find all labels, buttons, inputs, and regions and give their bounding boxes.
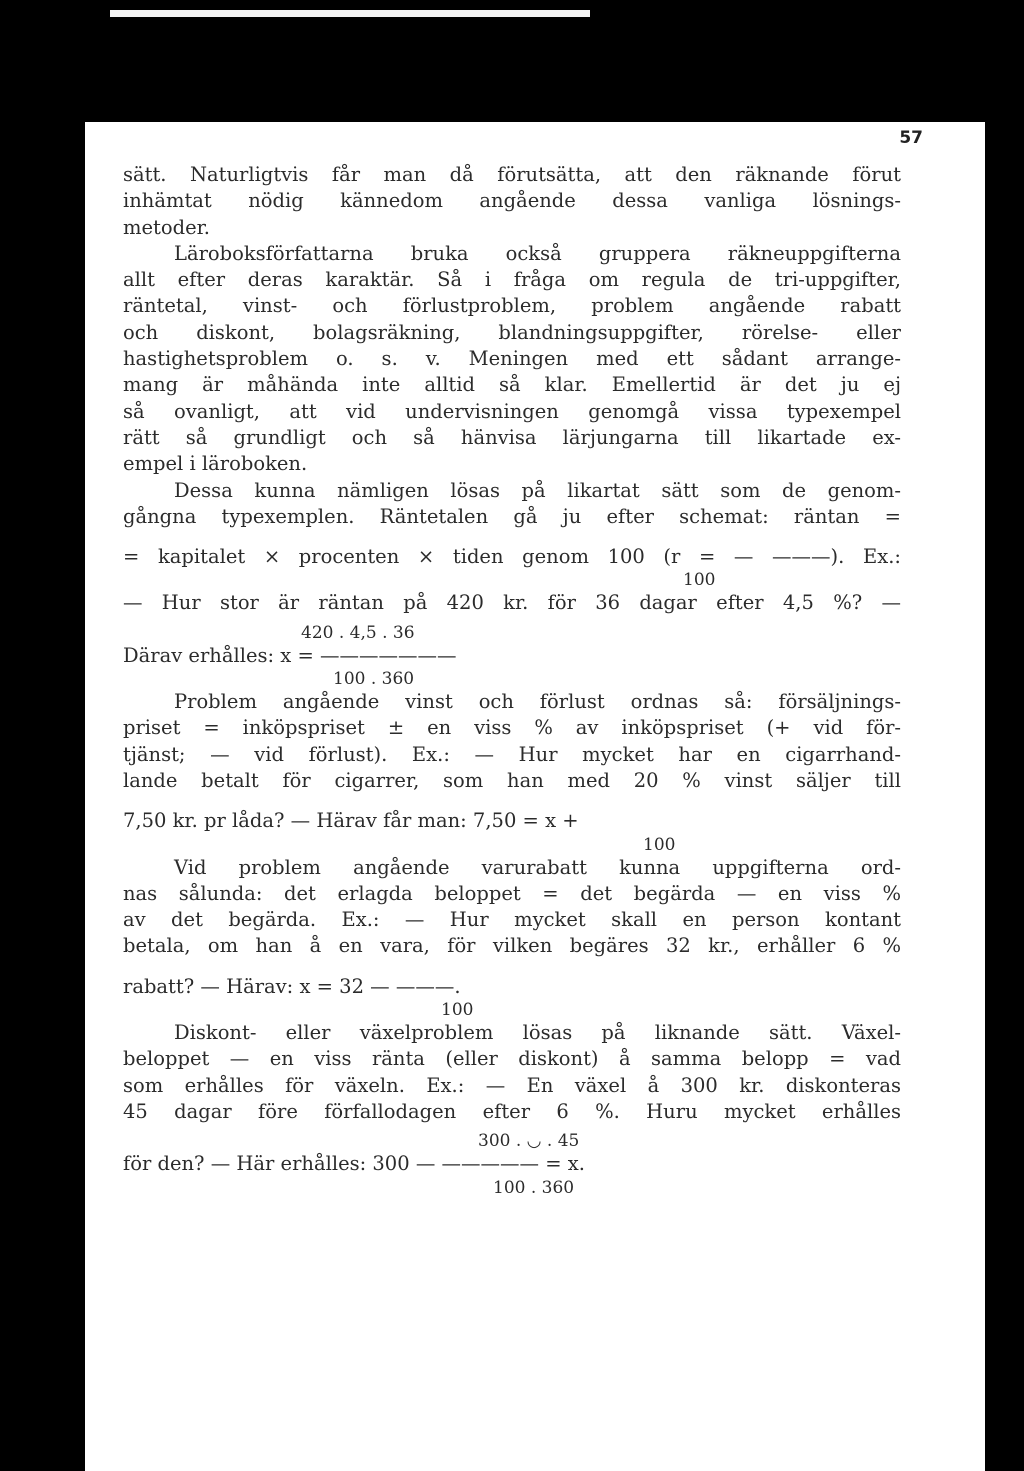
denominator: 100 — [683, 570, 716, 591]
text-line: räntetal, vinst- och förlustproblem, problem angående rabatt — [123, 294, 901, 318]
text-line: Läroboksförfattarna bruka också gruppera räkneuppgifterna — [174, 241, 901, 265]
text-line: priset = inköpspriset ± en viss % av inköpspriset (+ vid för- — [123, 716, 901, 740]
text-line: och diskont, bolagsräkning, blandningsuppgifter, rörelse- eller — [123, 320, 901, 344]
formula-line: = kapitalet × procenten × tiden genom 100 (r = — ———). Ex.: — [123, 545, 901, 569]
text-line: Dessa kunna nämligen lösas på likartat sätt som de genom- — [174, 478, 901, 502]
text-line: allt efter deras karaktär. Så i fråga om regula de tri-uppgifter, — [123, 268, 901, 292]
formula-line: Därav erhålles: x = ——————— — [123, 643, 457, 667]
numerator: 420 . 4,5 . 36 — [301, 622, 415, 643]
text-line: metoder. — [123, 215, 211, 239]
body-text — [123, 162, 901, 1198]
text-line: av det begärda. Ex.: — Hur mycket skall en person kontant — [123, 908, 901, 932]
text-line: — Hur stor är räntan på 420 kr. för 36 dagar efter 4,5 %? — — [123, 591, 901, 615]
text-line: hastighetsproblem o. s. v. Meningen med ett sådant arrange- — [123, 347, 901, 371]
text-line: rätt så grundligt och så hänvisa lärjungarna till likartade ex- — [123, 425, 901, 449]
text-line: betala, om han å en vara, för vilken begäres 32 kr., erhåller 6 % — [123, 934, 901, 958]
text-line: inhämtat nödig kännedom angående dessa vanliga lösnings- — [123, 189, 901, 213]
formula-line: 7,50 kr. pr låda? — Härav får man: 7,50 = x + — [123, 809, 579, 833]
text-line: Diskont- eller växelproblem lösas på liknande sätt. Växel- — [174, 1021, 901, 1045]
book-page — [85, 122, 985, 1471]
text-line: empel i läroboken. — [123, 452, 308, 476]
formula-line: för den? — Här erhålles: 300 — ————— = x. — [123, 1152, 585, 1176]
page-number: 57 — [899, 128, 923, 148]
text-line: gångna typexemplen. Räntetalen gå ju efter schemat: räntan = — [123, 504, 901, 528]
numerator: 300 . ◡ . 45 — [478, 1131, 580, 1152]
text-line: mang är måhända inte alltid så klar. Emellertid är det ju ej — [123, 373, 901, 397]
text-line: beloppet — en viss ränta (eller diskont) å samma belopp = vad — [123, 1047, 901, 1071]
formula-line: rabatt? — Härav: x = 32 — ———. — [123, 974, 461, 998]
text-line: som erhålles för växeln. Ex.: — En växel å 300 kr. diskonteras — [123, 1073, 901, 1097]
denominator: 100 . 360 — [333, 669, 415, 690]
text-line: sätt. Naturligtvis får man då förutsätta, att den räknande förut — [123, 163, 901, 186]
text-line: tjänst; — vid förlust). Ex.: — Hur mycket har en cigarrhand- — [123, 742, 901, 766]
denominator: 100 — [441, 1000, 474, 1021]
text-line: Vid problem angående varurabatt kunna uppgifterna ord- — [174, 855, 901, 879]
text-line: så ovanligt, att vid undervisningen genomgå vissa typexempel — [123, 399, 901, 423]
denominator: 100 . 360 — [493, 1177, 575, 1198]
denominator: 100 — [643, 834, 676, 855]
text-line: 45 dagar före förfallodagen efter 6 %. Huru mycket erhålles — [123, 1099, 901, 1123]
text-line: nas sålunda: det erlagda beloppet = det begärda — en viss % — [123, 881, 901, 905]
top-rule — [110, 10, 590, 17]
text-line: Problem angående vinst och förlust ordnas så: försäljnings- — [174, 690, 901, 714]
text-line: lande betalt för cigarrer, som han med 20 % vinst säljer till — [123, 768, 901, 792]
